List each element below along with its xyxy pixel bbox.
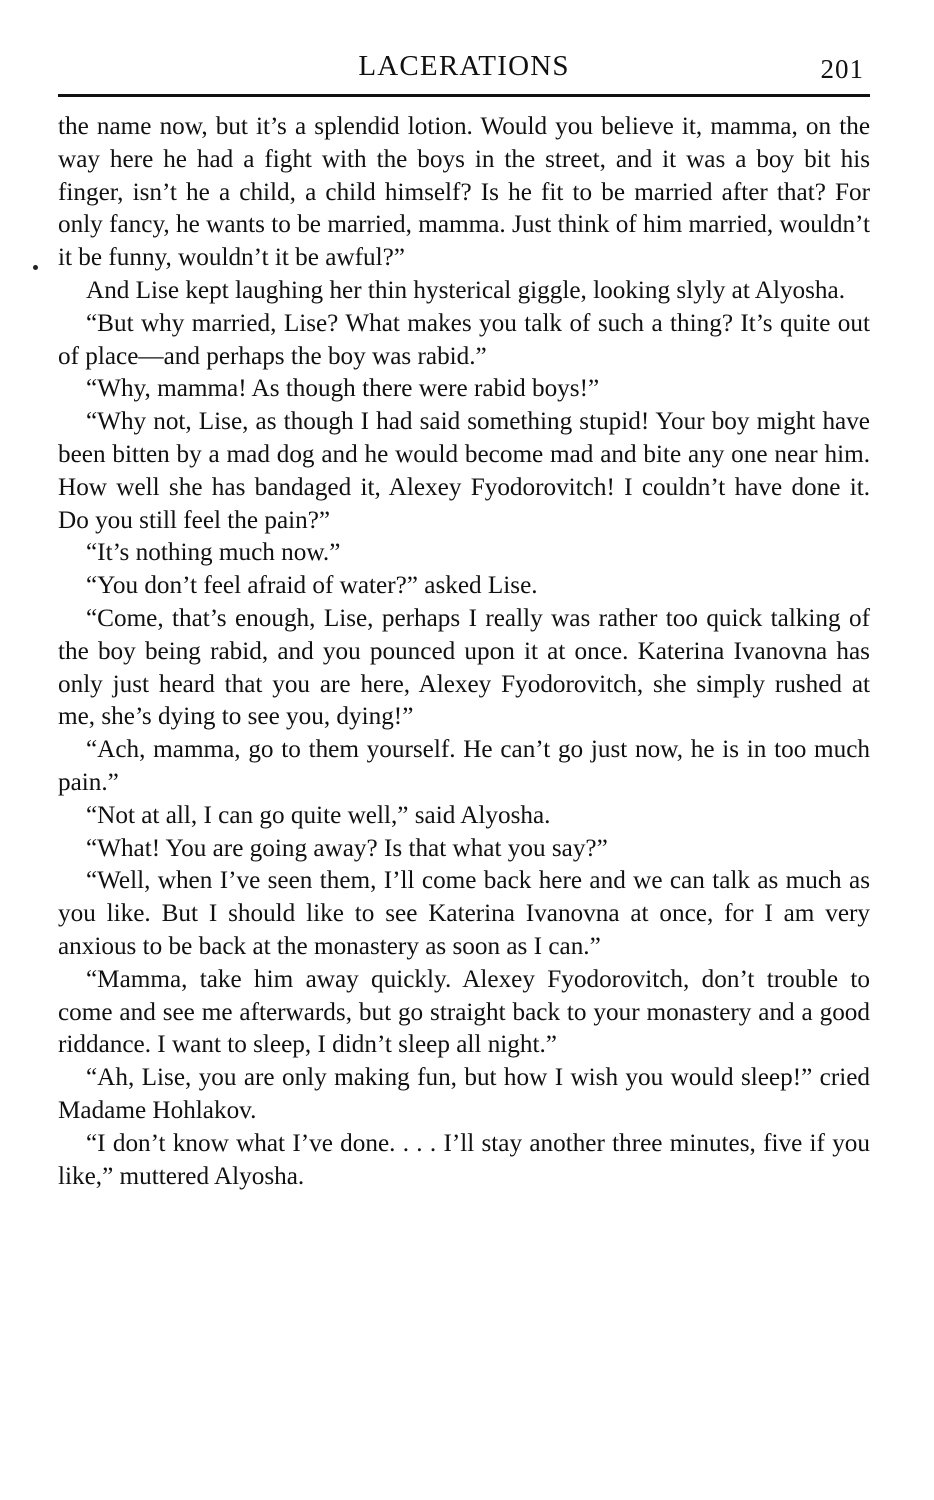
paragraph: “Why not, Lise, as though I had said something stupid! Your boy might have been bitten by a mad dog and he would become mad and bite any one near him. How well she has bandaged it, Alexey Fyodorovitch! I couldn’t have done it. Do you still feel the pain?”	[58, 408, 870, 534]
paragraph: And Lise kept laughing her thin hysterical giggle, looking slyly at Alyosha.	[86, 276, 846, 304]
paragraph: “Why, mamma! As though there were rabid boys!”	[86, 375, 600, 403]
paragraph: “Ach, mamma, go to them yourself. He can’t go just now, he is in too much pain.”	[58, 736, 870, 796]
margin-dot-mark	[33, 265, 38, 270]
paragraph: “I don’t know what I’ve done. . . . I’ll stay another three minutes, five if you like,” muttered Alyosha.	[58, 1129, 870, 1190]
paragraph: “It’s nothing much now.”	[86, 539, 341, 567]
page-number: 201	[820, 54, 864, 84]
paragraph: “You don’t feel afraid of water?” asked Lise.	[86, 572, 538, 600]
paragraph: “What! You are going away? Is that what you say?”	[86, 834, 608, 862]
body-text	[58, 111, 870, 1193]
paragraph: “Come, that’s enough, Lise, perhaps I really was rather too quick talking of the boy being rabid, and you pounced upon it at once. Katerina Ivanovna has only just heard that you are here, Alexey Fyodorovitch, she simply rushed at me, she’s dying to see you, dying!”	[58, 604, 870, 731]
paragraph: “But why married, Lise? What makes you talk of such a thing? It’s quite out of place—and perhaps the boy was rabid.”	[58, 309, 870, 370]
header-rule	[58, 94, 870, 97]
running-title: LACERATIONS	[358, 50, 570, 82]
paragraph: the name now, but it’s a splendid lotion. Would you believe it, mamma, on the way here he had a fight with the boys in the street, and it was a boy bit his finger, isn’t he a child, a child himself? Is he fit to be married after that? For only fancy, he wants to be married, mamma. Just think of him married, wouldn’t it be funny, wouldn’t it be awful?”	[58, 113, 870, 272]
paragraph: “Mamma, take him away quickly. Alexey Fyodorovitch, don’t trouble to come and see me afterwards, but go straight back to your monastery and a good riddance. I want to sleep, I didn’t sleep all night.”	[58, 965, 870, 1059]
paragraph: “Ah, Lise, you are only making fun, but how I wish you would sleep!” cried Madame Hohlakov.	[58, 1064, 870, 1124]
paragraph: “Not at all, I can go quite well,” said Alyosha.	[86, 801, 551, 829]
running-header	[58, 48, 870, 88]
book-page	[58, 48, 870, 1193]
paragraph: “Well, when I’ve seen them, I’ll come back here and we can talk as much as you like. But I should like to see Katerina Ivanovna at once, for I am very anxious to be back at the monastery as soon as I can.”	[58, 867, 870, 960]
